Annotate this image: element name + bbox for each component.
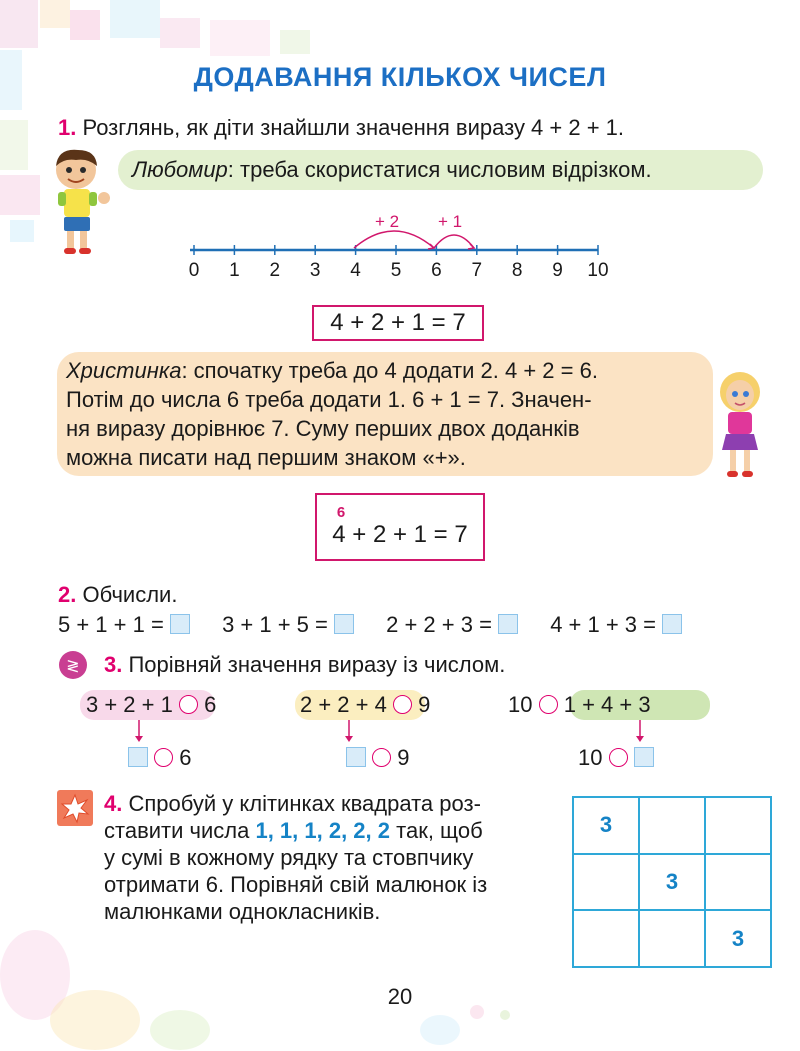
decorative-square bbox=[40, 0, 70, 28]
khrystynka-speech bbox=[66, 356, 706, 472]
task4-line: Спробуй у клітинках квадрата роз- bbox=[128, 791, 481, 816]
decorative-dot bbox=[500, 1010, 510, 1020]
number-line-label: 9 bbox=[552, 260, 563, 281]
grid-cell[interactable] bbox=[705, 854, 771, 911]
compare-circle[interactable] bbox=[609, 748, 628, 767]
compare-number: 9 bbox=[397, 745, 410, 770]
compare-result-2 bbox=[346, 745, 410, 771]
answer-box[interactable] bbox=[128, 747, 148, 767]
page-title: ДОДАВАННЯ КІЛЬКОХ ЧИСЕЛ bbox=[193, 62, 607, 92]
number-line-label: 4 bbox=[350, 260, 361, 281]
compare-number: 6 bbox=[204, 692, 217, 717]
compare-item-1 bbox=[86, 692, 216, 718]
equation-box-partial bbox=[315, 493, 485, 561]
compare-number: 10 bbox=[508, 692, 533, 717]
number-line-label: 0 bbox=[188, 260, 200, 281]
compare-expression: 1 + 4 + 3 bbox=[563, 692, 651, 717]
grid-cell[interactable]: 3 bbox=[705, 910, 771, 967]
grid-cell[interactable]: 3 bbox=[639, 854, 705, 911]
decorative-square bbox=[210, 20, 270, 56]
answer-box[interactable] bbox=[170, 614, 190, 634]
grid-cell[interactable] bbox=[573, 910, 639, 967]
arrow-down-icon bbox=[133, 720, 145, 744]
number-line bbox=[180, 210, 620, 290]
answer-box[interactable] bbox=[346, 747, 366, 767]
grid-cell[interactable]: 3 bbox=[573, 797, 639, 854]
task3-text: Порівняй значення виразу із числом. bbox=[128, 652, 506, 677]
grid-cell[interactable] bbox=[705, 797, 771, 854]
compare-icon bbox=[58, 650, 88, 680]
magic-square-grid bbox=[572, 796, 772, 968]
compare-number: 10 bbox=[578, 745, 603, 770]
compare-circle[interactable] bbox=[179, 695, 198, 714]
boy-illustration bbox=[44, 148, 114, 258]
girl-illustration bbox=[712, 370, 770, 482]
speaker-name: Любомир bbox=[132, 157, 228, 182]
answer-box[interactable] bbox=[662, 614, 682, 634]
number-line-label: 8 bbox=[511, 260, 523, 281]
compare-number: 6 bbox=[179, 745, 192, 770]
number-line-label: 10 bbox=[587, 260, 609, 281]
expression-text: 5 + 1 + 1 = bbox=[58, 612, 164, 637]
equation-box: 4 + 2 + 1 = 7 bbox=[312, 305, 484, 341]
grid-cell[interactable] bbox=[573, 854, 639, 911]
task3-prompt bbox=[104, 652, 505, 678]
speech-line: можна писати над першим знаком «+». bbox=[66, 445, 466, 470]
task1-prompt bbox=[58, 115, 624, 141]
task4-number: 4. bbox=[104, 791, 123, 816]
jump-label-plus2: + 2 bbox=[375, 212, 400, 231]
expression-4 bbox=[550, 612, 682, 637]
compare-circle[interactable] bbox=[393, 695, 412, 714]
partial-sum: 6 bbox=[336, 504, 346, 521]
grid-cell[interactable] bbox=[639, 910, 705, 967]
grid-cell[interactable] bbox=[639, 797, 705, 854]
number-line-label: 6 bbox=[431, 260, 442, 281]
arrow-down-icon bbox=[343, 720, 355, 744]
answer-box[interactable] bbox=[634, 747, 654, 767]
equation-text: 4 + 2 + 1 = 7 bbox=[332, 521, 468, 548]
speaker-name: Христинка bbox=[66, 358, 182, 383]
jump-label-plus1: + 1 bbox=[438, 212, 463, 231]
task4-line: отримати 6. Порівняй свій малюнок із bbox=[104, 872, 488, 897]
star-burst-icon bbox=[57, 790, 93, 826]
task4-line: ставити числа bbox=[104, 818, 250, 843]
speech-line: : спочатку треба до 4 додати 2. 4 + 2 = 6. bbox=[181, 358, 598, 383]
compare-result-3 bbox=[578, 745, 654, 771]
expression-2 bbox=[222, 612, 354, 637]
answer-box[interactable] bbox=[334, 614, 354, 634]
number-line-label: 5 bbox=[390, 260, 402, 281]
expression-1 bbox=[58, 612, 190, 637]
svg-text:≷: ≷ bbox=[66, 656, 80, 675]
decorative-square bbox=[0, 120, 28, 170]
number-line-label: 2 bbox=[269, 260, 281, 281]
decorative-square bbox=[0, 175, 40, 215]
task4-prompt bbox=[104, 790, 569, 925]
speech-line: Потім до числа 6 треба додати 1. 6 + 1 = 7. Значен- bbox=[66, 387, 592, 412]
task2-expressions bbox=[58, 612, 758, 638]
compare-circle[interactable] bbox=[539, 695, 558, 714]
compare-item-3 bbox=[508, 692, 651, 718]
decorative-dot bbox=[150, 1010, 210, 1050]
number-line-label: 7 bbox=[471, 260, 483, 281]
decorative-square bbox=[160, 18, 200, 48]
lyubomyr-speech bbox=[132, 157, 652, 183]
speaker-text: : треба скористатися числовим відрізком. bbox=[227, 157, 652, 182]
page-number: 20 bbox=[387, 984, 413, 1009]
answer-box[interactable] bbox=[498, 614, 518, 634]
task2-text: Обчисли. bbox=[82, 582, 178, 607]
task3-number: 3. bbox=[104, 652, 123, 677]
expression-text: 4 + 1 + 3 = bbox=[550, 612, 656, 637]
decorative-square bbox=[110, 0, 160, 38]
task2-number: 2. bbox=[58, 582, 77, 607]
task4-line: у сумі в кожному рядку та стовпчику bbox=[104, 845, 474, 870]
expression-text: 3 + 1 + 5 = bbox=[222, 612, 328, 637]
decorative-dot bbox=[420, 1015, 460, 1045]
compare-item-2 bbox=[300, 692, 430, 718]
compare-expression: 3 + 2 + 1 bbox=[86, 692, 173, 717]
decorative-square bbox=[70, 10, 100, 40]
compare-expression: 2 + 2 + 4 bbox=[300, 692, 387, 717]
speech-line: ня виразу дорівнює 7. Суму перших двох доданків bbox=[66, 416, 580, 441]
compare-circle[interactable] bbox=[372, 748, 391, 767]
compare-circle[interactable] bbox=[154, 748, 173, 767]
arrow-down-icon bbox=[634, 720, 646, 744]
compare-number: 9 bbox=[418, 692, 431, 717]
expression-text: 2 + 2 + 3 = bbox=[386, 612, 492, 637]
task2-prompt bbox=[58, 582, 177, 608]
expression-3 bbox=[386, 612, 518, 637]
task1-number: 1. bbox=[58, 115, 77, 140]
task1-text: Розглянь, як діти знайшли значення виразу 4 + 2 + 1. bbox=[82, 115, 625, 140]
number-line-label: 1 bbox=[229, 260, 240, 281]
decorative-square bbox=[0, 0, 38, 48]
compare-result-1 bbox=[128, 745, 192, 771]
task4-line: малюнками однокласників. bbox=[104, 899, 381, 924]
task4-line: так, щоб bbox=[396, 818, 483, 843]
highlight-numbers: 1, 1, 1, 2, 2, 2 bbox=[255, 818, 391, 843]
decorative-square bbox=[280, 30, 310, 54]
decorative-square bbox=[10, 220, 34, 242]
number-line-label: 3 bbox=[309, 260, 321, 281]
